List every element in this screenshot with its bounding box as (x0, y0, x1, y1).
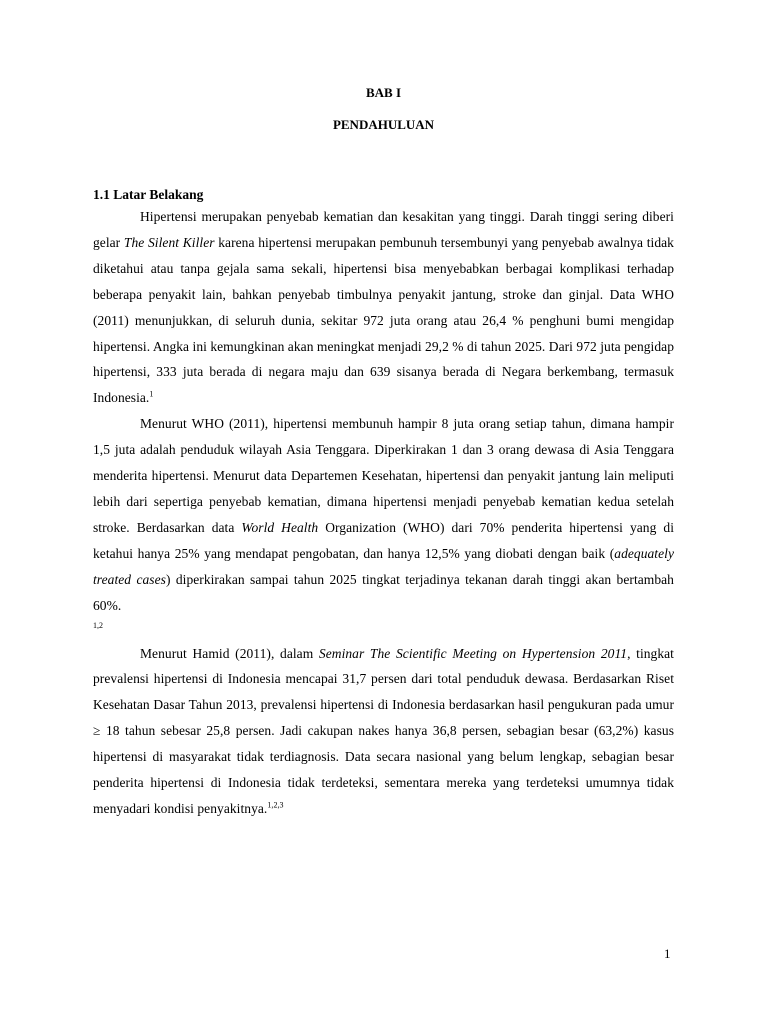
paragraph-text: ) diperkirakan sampai tahun 2025 tingkat terjadinya tekanan darah tinggi akan bertambah 60%. (93, 571, 674, 613)
citation-superscript: 1 (149, 389, 154, 399)
paragraph-3 (93, 641, 674, 822)
document-page (93, 85, 674, 822)
paragraph-1 (93, 204, 674, 411)
page-number: 1 (664, 946, 671, 961)
section-title: 1.1 Latar Belakang (93, 187, 204, 202)
italic-text: World Health (241, 519, 319, 535)
italic-text: Seminar The Scientific Meeting on Hypertension 2011 (318, 645, 628, 661)
chapter-title: PENDAHULUAN (332, 117, 435, 132)
paragraph-text: Menurut WHO (2011), hipertensi membunuh hampir 8 juta orang setiap tahun, dimana hampir 1,5 juta adalah penduduk wilayah Asia Tenggara. Diperkirakan 1 dan 3 orang dewasa di Asia Tenggara menderita hipertensi. Menurut data Departemen Kesehatan, hipertensi dan penyakit jantung lain meliputi lebih dari sepertiga penyebab kematian, dimana hipertensi menjadi penyebab kematian kedua setelah stroke. Berdasarkan data (93, 416, 674, 535)
paragraph-2 (93, 411, 674, 618)
footnote-ref-line: 1,2 (93, 620, 103, 630)
citation-superscript: 1,2,3 (267, 800, 284, 810)
italic-text: The Silent Killer (123, 234, 215, 250)
paragraph-text: Organization (WHO) dari 70% penderita hipertensi yang di ketahui hanya 25% yang mendapat pengobatan, dan hanya 12,5% yang diobati dengan baik ( (93, 519, 674, 561)
paragraph-text: Menurut Hamid (2011), dalam (140, 645, 319, 661)
chapter-heading: BAB I (365, 85, 402, 100)
paragraph-text: karena hipertensi merupakan pembunuh tersembunyi yang penyebab awalnya tidak diketahui atau tanpa gejala sama sekali, hipertensi bisa menyebabkan berbagai komplikasi terhadap beberapa penyakit lain, bahkan penyebab timbulnya penyakit jantung, stroke dan ginjal. Data WHO (2011) menunjukkan, di seluruh dunia, sekitar 972 juta orang atau 26,4 % penghuni bumi mengidap hipertensi. Angka ini kemungkinan akan meningkat menjadi 29,2 % di tahun 2025. Dari 972 juta pengidap hipertensi, 333 juta berada di negara maju dan 639 sisanya berada di Negara berkembang, termasuk Indonesia. (93, 234, 674, 406)
paragraph-text: , tingkat prevalensi hipertensi di Indonesia mencapai 31,7 persen dari total penduduk dewasa. Berdasarkan Riset Kesehatan Dasar Tahun 2013, prevalensi hipertensi di Indonesia berdasarkan hasil pengukuran pada umur ≥ 18 tahun sebesar 25,8 persen. Jadi cakupan nakes hanya 36,8 persen, sebagian besar (63,2%) kasus hipertensi di masyarakat tidak terdiagnosis. Data secara nasional yang belum lengkap, sebagian besar penderita hipertensi di Indonesia tidak terdeteksi, sementara mereka yang terdeteksi umumnya tidak menyadari kondisi penyakitnya. (93, 645, 674, 816)
paragraph-text: Hipertensi merupakan penyebab kematian dan kesakitan yang tinggi. Darah tinggi sering diberi gelar (93, 209, 674, 250)
italic-text: adequately treated cases (93, 545, 674, 587)
